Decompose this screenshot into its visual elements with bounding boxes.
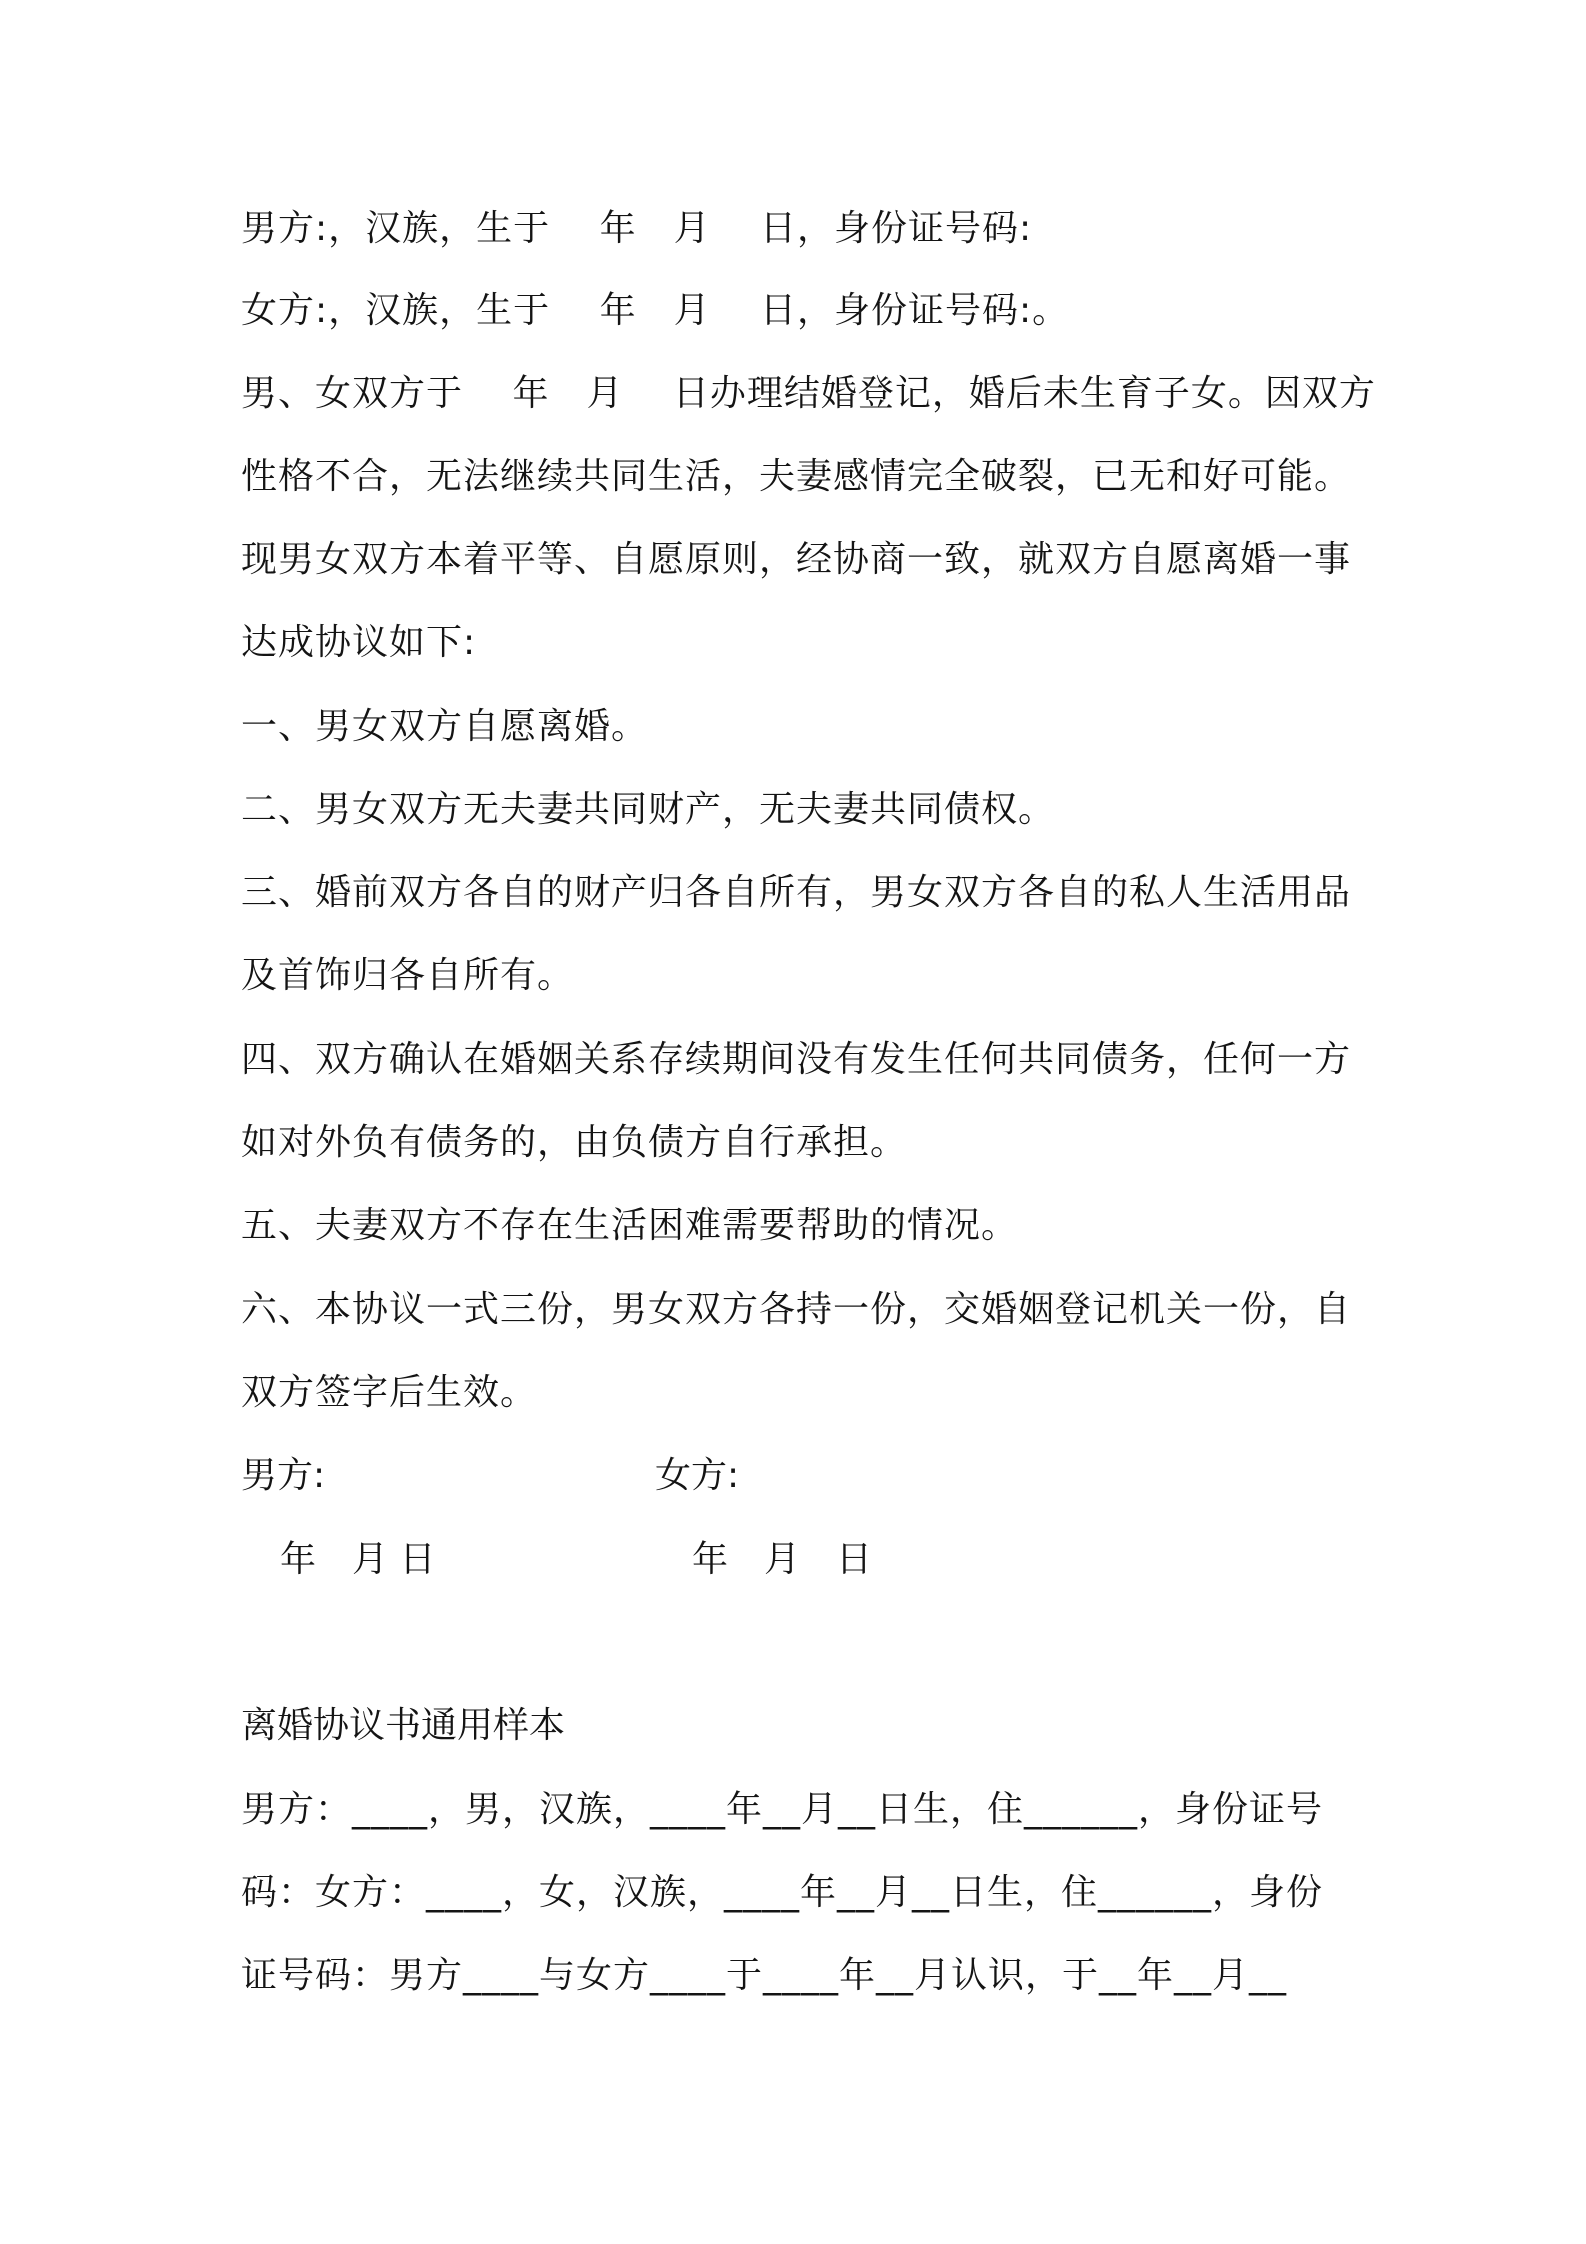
clause-2: 二、男女双方无夫妻共同财产，无夫妻共同债权。 <box>241 789 1056 830</box>
text-line: 男方：____，男，汉族，____年__月__日生，住______，身份证号 <box>241 1789 1324 1830</box>
clause-4-cont: 如对外负有债务的，由负债方自行承担。 <box>241 1122 908 1163</box>
text-line: 证号码：男方____与女方____于____年__月认识，于__年__月__ <box>241 1955 1288 1996</box>
male-signature-label: 男方: <box>241 1455 326 1496</box>
text-line: 男方:，汉族，生于 年 月 日，身份证号码: <box>241 208 1033 249</box>
female-signature-date: 年 月 日 <box>692 1539 873 1580</box>
clause-4: 四、双方确认在婚姻关系存续期间没有发生任何共同债务，任何一方 <box>241 1039 1352 1080</box>
text-line: 性格不合，无法继续共同生活，夫妻感情完全破裂，已无和好可能。 <box>241 456 1352 497</box>
clause-3: 三、婚前双方各自的财产归各自所有，男女双方各自的私人生活用品 <box>241 872 1352 913</box>
text-line: 达成协议如下: <box>241 622 477 663</box>
clause-1: 一、男女双方自愿离婚。 <box>241 706 649 747</box>
male-signature-date: 年 月 日 <box>280 1539 436 1580</box>
text-line: 现男女双方本着平等、自愿原则，经协商一致，就双方自愿离婚一事 <box>241 539 1352 580</box>
text-line: 男、女双方于 年 月 日办理结婚登记，婚后未生育子女。因双方 <box>241 373 1376 414</box>
clause-5: 五、夫妻双方不存在生活困难需要帮助的情况。 <box>241 1205 1019 1246</box>
text-line: 女方:，汉族，生于 年 月 日，身份证号码:。 <box>241 290 1070 331</box>
clause-3-cont: 及首饰归各自所有。 <box>241 955 575 996</box>
clause-6-cont: 双方签字后生效。 <box>241 1372 538 1413</box>
sample-title: 离婚协议书通用样本 <box>241 1705 566 1746</box>
clause-6: 六、本协议一式三份，男女双方各持一份，交婚姻登记机关一份，自 <box>241 1289 1352 1330</box>
text-line: 码：女方：____，女，汉族，____年__月__日生，住______，身份 <box>241 1872 1324 1913</box>
female-signature-label: 女方: <box>655 1455 740 1496</box>
